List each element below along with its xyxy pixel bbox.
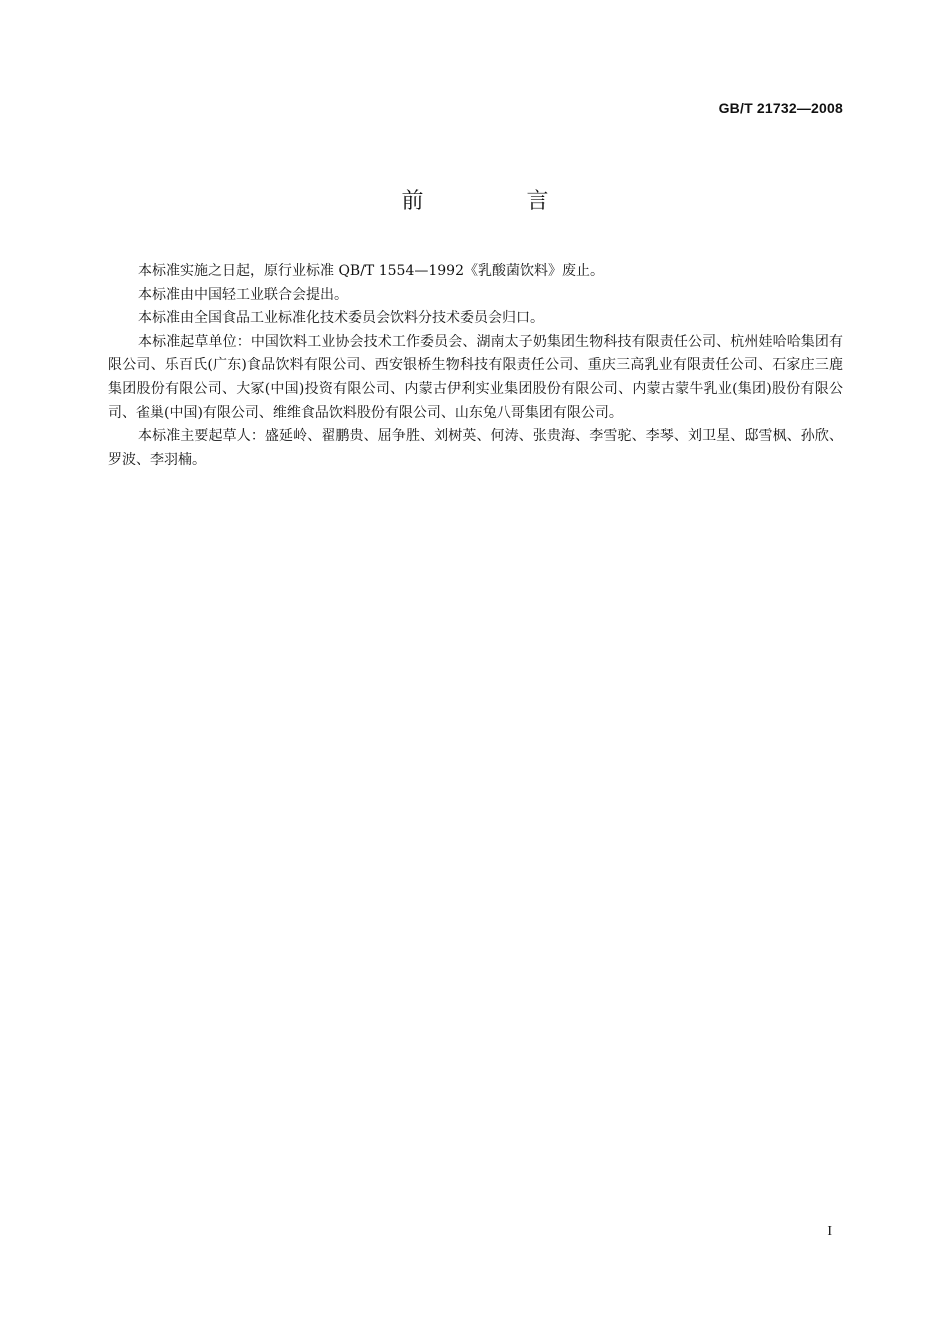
section-title: 前 言 [401,189,597,214]
preface-body [108,260,843,472]
paragraph-proposer: 本标准由中国轻工业联合会提出。 [138,286,348,303]
paragraph-abolish: 本标准实施之日起，原行业标准 QB/T 1554—1992《乳酸菌饮料》废止。 [138,263,604,279]
standard-code: GB/T 21732—2008 [718,100,843,116]
paragraph-committee: 本标准由全国食品工业标准化技术委员会饮料分技术委员会归口。 [138,310,544,327]
paragraph-drafting-units: 本标准起草单位：中国饮料工业协会技术工作委员会、湖南太子奶集团生物科技有限责任公司、杭州娃哈哈集团有限公司、乐百氏(广东)食品饮料有限公司、西安银桥生物科技有限责任公司、重庆三高乳业有限责任公司、石家庄三鹿集团股份有限公司、大冢(中国)投资有限公司、内蒙古伊利实业集团股份有限公司、内蒙古蒙牛乳业(集团)股份有限公司、雀巢(中国)有限公司、维维食品饮料股份有限公司、山东兔八哥集团有限公司。 [108,333,843,421]
paragraph-drafters: 本标准主要起草人：盛延岭、翟鹏贵、屈争胜、刘树英、何涛、张贵海、李雪驼、李琴、刘卫星、邸雪枫、孙欣、罗波、李羽楠。 [108,428,843,468]
page-number: I [827,1224,832,1239]
